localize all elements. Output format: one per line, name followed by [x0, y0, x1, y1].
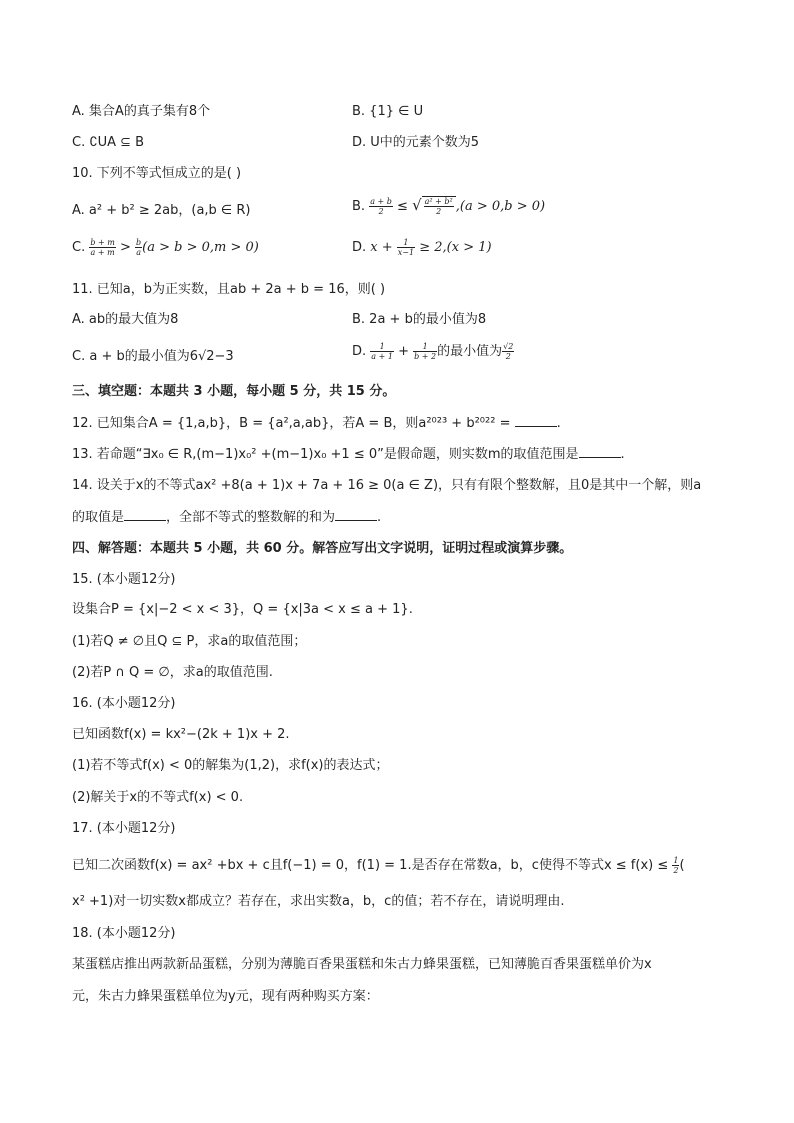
q18-header: 18. (本小题12分) [72, 926, 176, 941]
q10-option-a: A. a² + b² ≥ 2ab，(a,b ∈ R) [72, 203, 251, 218]
q11-stem: 11. 已知a，b为正实数，且ab + 2a + b = 16，则( ) [72, 282, 386, 297]
q9-option-c: C. ∁UA ⊆ B [72, 135, 145, 150]
q14-answer-blank-1[interactable] [124, 508, 166, 521]
q11-option-d: D. $\frac{1}{a + 1}$ + $\frac{1}{b + 2}$ 的最小值为 $\frac{√2}{2}$ [352, 342, 514, 361]
q10-option-c: C. $\frac{b + m}{a + m}$ > $\frac{b}{a}$ (a > b > 0,m > 0) [72, 238, 259, 257]
q15-stem: 设集合P = {x|−2 < x < 3}，Q = {x|3a < x ≤ a + 1}. [72, 602, 413, 617]
q15-part-1: (1)若Q ≠ ∅且Q ⊆ P，求a的取值范围； [72, 634, 307, 649]
q17-header: 17. (本小题12分) [72, 821, 176, 836]
q15-header: 15. (本小题12分) [72, 572, 176, 587]
q9-option-d: D. U中的元素个数为5 [352, 135, 480, 150]
q10-stem: 10. 下列不等式恒成立的是( ) [72, 166, 242, 181]
q11-option-b: B. 2a + b的最小值为8 [352, 312, 487, 327]
q12-stem: 12. 已知集合A = {1,a,b}，B = {a²,a,ab}，若A = B，则a²⁰²³ + b²⁰²² = . [72, 416, 561, 431]
q16-header: 16. (本小题12分) [72, 696, 176, 711]
section-3-title: 三、填空题：本题共 3 小题，每小题 5 分，共 15 分。 [72, 384, 396, 399]
q11-option-a: A. ab的最大值为8 [72, 312, 179, 327]
q11-option-c: C. a + b的最小值为6√2−3 [72, 349, 234, 364]
q14-line-2: 的取值是 ，全部不等式的整数解的和为 . [72, 510, 382, 525]
q16-part-1: (1)若不等式f(x) < 0的解集为(1,2)，求f(x)的表达式； [72, 758, 389, 773]
q10-option-d: D. x + $\frac{1}{x-1}$ ≥ 2,(x > 1) [352, 238, 492, 257]
q16-stem: 已知函数f(x) = kx²−(2k + 1)x + 2. [72, 727, 290, 742]
q9-option-a: A. 集合A的真子集有8个 [72, 104, 211, 119]
q13-stem: 13. 若命题“∃x₀ ∈ R,(m−1)x₀² +(m−1)x₀ +1 ≤ 0”是假命题，则实数m的取值范围是 . [72, 447, 625, 462]
q18-line-2: 元，朱古力蜂果蛋糕单位为y元，现有两种购买方案： [72, 989, 379, 1004]
q13-answer-blank[interactable] [579, 445, 621, 458]
q16-part-2: (2)解关于x的不等式f(x) < 0. [72, 790, 244, 805]
q17-line-1: 已知二次函数f(x) = ax² +bx + c且f(−1) = 0，f(1) = 1.是否存在常数a，b，c使得不等式x ≤ f(x) ≤ $\frac{1}{2}$ ( [72, 856, 685, 875]
q14-line-1: 14. 设关于x的不等式ax² +8(a + 1)x + 7a + 16 ≥ 0(a ∈ Z)，只有有限个整数解，且0是其中一个解，则a [72, 478, 702, 493]
q18-line-1: 某蛋糕店推出两款新品蛋糕，分别为薄脆百香果蛋糕和朱古力蜂果蛋糕，已知薄脆百香果蛋糕单价为x [72, 957, 652, 972]
q14-answer-blank-2[interactable] [335, 508, 377, 521]
q10-option-b: B. $\frac{a + b}{2}$ ≤ √ $\frac{\text{a² + b²}}{2}$ ,(a > 0,b > 0) [352, 196, 546, 216]
section-4-title: 四、解答题：本题共 5 小题，共 60 分。解答应写出文字说明，证明过程或演算步骤。 [72, 541, 573, 556]
q17-line-2: x² +1)对一切实数x都成立？若存在，求出实数a，b，c的值；若不存在，请说明理由. [72, 894, 565, 909]
q15-part-2: (2)若P ∩ Q = ∅，求a的取值范围. [72, 665, 273, 680]
q12-answer-blank[interactable] [515, 414, 557, 427]
q9-option-b: B. {1} ∈ U [352, 104, 424, 119]
